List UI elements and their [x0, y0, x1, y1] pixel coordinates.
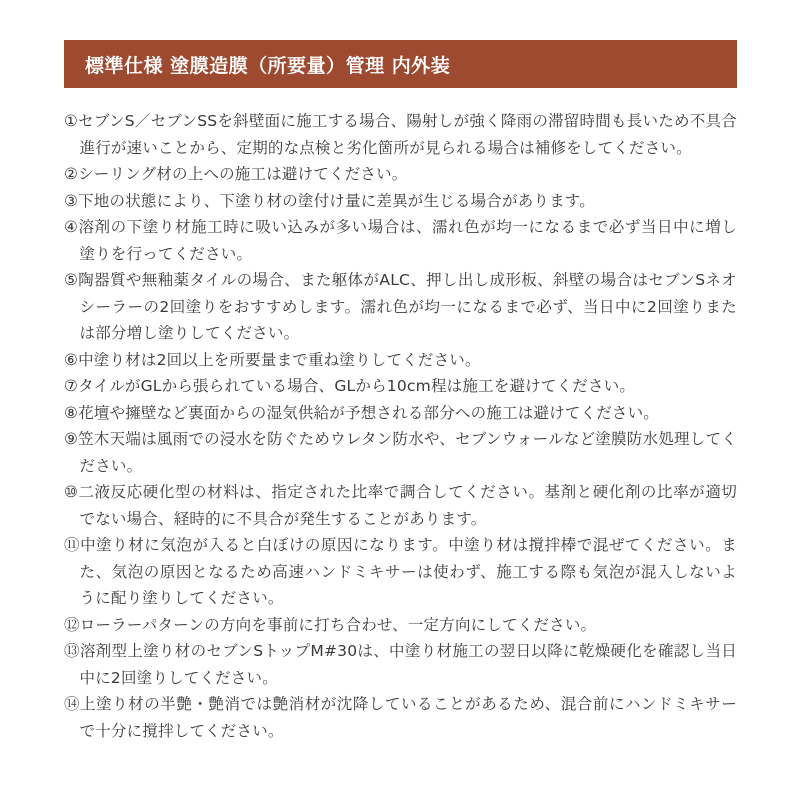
- note-number: ③: [64, 191, 79, 210]
- note-text: 下地の状態により、下塗り材の塗付け量に差異が生じる場合があります。: [78, 191, 595, 210]
- note-number: ①: [64, 112, 79, 130]
- note-item-1: [64, 108, 737, 161]
- note-text: 溶剤の下塗り材施工時に吸い込みが多い場合は、濡れ色が均一になるまで必ず当日中に増し塗りを行ってください。: [78, 218, 737, 263]
- note-number: ⑫: [64, 615, 80, 634]
- note-number: ⑬: [64, 642, 80, 660]
- note-item-3: [64, 188, 737, 215]
- note-item-2: [64, 161, 737, 188]
- section-header-bar: [64, 40, 737, 88]
- note-text: ローラーパターンの方向を事前に打ち合わせ、一定方向にしてください。: [79, 615, 597, 634]
- note-number: ⑪: [64, 536, 81, 554]
- note-text: 溶剤型上塗り材のセブンSトップM#30は、中塗り材施工の翌日以降に乾燥硬化を確認し当日中に2回塗りしてください。: [79, 642, 737, 687]
- note-text: セブンS／セブンSSを斜壁面に施工する場合、陽射しが強く降雨の滞留時間も長いため不具合進行が速いことから、定期的な点検と劣化箇所が見られる場合は補修をしてください。: [78, 112, 737, 157]
- note-number: ⑤: [64, 271, 79, 289]
- note-text: 花壇や擁壁など裏面からの湿気供給が予想される部分への施工は避けてください。: [78, 403, 660, 422]
- note-number: ⑧: [64, 403, 79, 422]
- note-number: ⑥: [64, 350, 79, 369]
- note-item-10: [64, 479, 737, 532]
- note-item-4: [64, 214, 737, 267]
- note-text: 二液反応硬化型の材料は、指定された比率で調合してください。基剤と硬化剤の比率が適切でない場合、経時的に不具合が発生することがあります。: [78, 483, 737, 528]
- notes-list: [64, 108, 737, 744]
- note-number: ⑦: [64, 377, 79, 395]
- note-item-8: [64, 400, 737, 427]
- note-number: ⑭: [64, 695, 81, 713]
- note-item-12: [64, 612, 737, 639]
- note-item-6: [64, 347, 737, 374]
- page-title: 標準仕様 塗膜造膜（所要量）管理 内外装: [85, 54, 451, 77]
- note-number: ⑩: [64, 483, 79, 501]
- note-item-14: [64, 691, 737, 744]
- note-text: 笠木天端は風雨での浸水を防ぐためウレタン防水や、セブンウォールなど塗膜防水処理してください。: [78, 430, 737, 475]
- note-number: ④: [64, 218, 79, 236]
- note-number: ⑨: [64, 430, 79, 448]
- note-text: タイルがGLから張られている場合、GLから10cm程は施工を避けてください。: [78, 377, 636, 395]
- note-text: 中塗り材は2回以上を所要量まで重ね塗りしてください。: [78, 350, 481, 369]
- note-text: 上塗り材の半艶・艶消では艶消材が沈降していることがあるため、混合前にハンドミキサーで十分に撹拌してください。: [79, 695, 737, 740]
- note-text: シーリング材の上への施工は避けてください。: [78, 165, 408, 183]
- note-number: ②: [64, 165, 79, 183]
- note-item-9: [64, 426, 737, 479]
- note-item-11: [64, 532, 737, 612]
- note-item-5: [64, 267, 737, 347]
- note-item-13: [64, 638, 737, 691]
- note-item-7: [64, 373, 737, 400]
- note-text: 陶器質や無釉薬タイルの場合、また躯体がALC、押し出し成形板、斜壁の場合はセブンSネオシーラーの2回塗りをおすすめします。濡れ色が均一になるまで必ず、当日中に2回塗りまたは部分増し塗りしてください。: [78, 271, 737, 342]
- note-text: 中塗り材に気泡が入ると白ぼけの原因になります。中塗り材は撹拌棒で混ぜてください。また、気泡の原因となるため高速ハンドミキサーは使わず、施工する際も気泡が混入しないように配り塗りしてください。: [79, 536, 737, 607]
